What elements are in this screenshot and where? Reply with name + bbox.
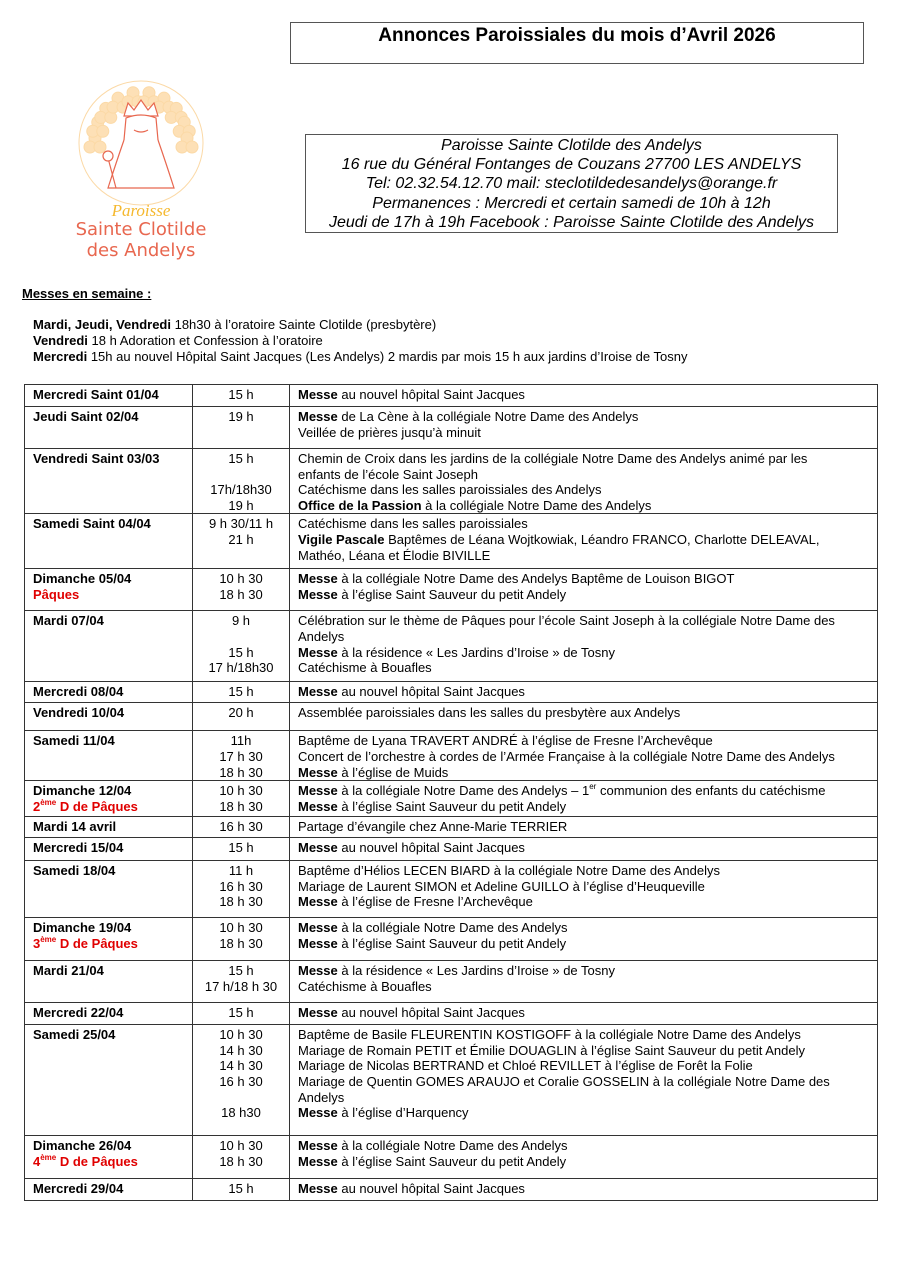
bold-text: Messe <box>298 1138 338 1154</box>
day-label: Vendredi 10/04 <box>33 705 125 721</box>
text: Assemblée paroissiales dans les salles du presbytère aux Andelys <box>298 705 681 721</box>
description-line <box>298 799 877 815</box>
time-cell <box>193 838 290 861</box>
bold-text: Messe <box>298 840 338 856</box>
weekday-days: Mardi, Jeudi, Vendredi <box>33 317 171 332</box>
time-value: 18 h 30 <box>219 935 263 951</box>
time-value: 14 h 30 <box>219 1058 263 1074</box>
day-cell <box>25 449 193 514</box>
page-title: Annonces Paroissiales du mois d’Avril 2026 <box>290 22 864 64</box>
time-value: 10 h 30 <box>219 1027 263 1043</box>
table-row <box>25 817 878 838</box>
description-cell <box>290 703 878 731</box>
table-row <box>25 918 878 961</box>
text: Andelys <box>298 628 345 644</box>
text: Catéchisme à Bouafles <box>298 660 432 676</box>
text: Célébration sur le thème de Pâques pour l’école Saint Joseph à la collégiale Notre Dame des <box>298 613 835 629</box>
liturgical-day <box>33 799 192 815</box>
day-label: Samedi 18/04 <box>33 863 116 879</box>
table-row <box>25 407 878 449</box>
description-cell <box>290 817 878 838</box>
time-value: 18 h 30 <box>219 1153 263 1169</box>
parish-logo <box>46 78 236 263</box>
description-line <box>298 1090 877 1106</box>
time-value: 18 h30 <box>221 1105 261 1121</box>
day-cell <box>25 703 193 731</box>
day-label: Jeudi Saint 02/04 <box>33 409 139 424</box>
text: à la collégiale Notre Dame des Andelys <box>337 920 568 936</box>
text: D de Pâques <box>56 1153 138 1169</box>
time-cell <box>193 682 290 703</box>
time-value: 14 h 30 <box>219 1042 263 1058</box>
description-line <box>298 613 877 629</box>
parish-info-box <box>305 134 838 233</box>
day-label: Vendredi Saint 03/03 <box>33 451 160 466</box>
bold-text: Office de la Passion <box>298 497 422 513</box>
text: Baptême d’Hélios LECEN BIARD à la collégiale Notre Dame des Andelys <box>298 863 720 879</box>
time-cell <box>193 385 290 407</box>
table-row <box>25 731 878 781</box>
description-line <box>298 684 877 700</box>
text: Pâques <box>33 586 80 602</box>
bold-text: Messe <box>298 894 338 910</box>
description-line <box>298 979 877 995</box>
description-line <box>298 425 877 441</box>
time-value: 15 h <box>228 684 254 700</box>
day-label: Dimanche 26/04 <box>33 1138 132 1154</box>
description-line <box>298 819 877 835</box>
day-label: Samedi 25/04 <box>33 1027 116 1043</box>
description-cell <box>290 1003 878 1025</box>
description-cell <box>290 682 878 703</box>
text: à l’église Saint Sauveur du petit Andely <box>337 586 567 602</box>
day-cell <box>25 1003 193 1025</box>
time-value: 16 h 30 <box>219 1073 263 1089</box>
description-line <box>298 963 877 979</box>
text: au nouvel hôpital Saint Jacques <box>337 1181 525 1197</box>
day-cell <box>25 781 193 817</box>
day-label: Mercredi 29/04 <box>33 1181 124 1197</box>
weekday-line <box>33 349 687 365</box>
day-label: Samedi Saint 04/04 <box>33 516 151 532</box>
text: Andelys <box>298 1089 345 1105</box>
text: à l’église d’Harquency <box>337 1105 469 1121</box>
text: au nouvel hôpital Saint Jacques <box>337 840 525 856</box>
weekday-detail: 18 h Adoration et Confession à l’oratoire <box>87 333 323 348</box>
text: Catéchisme dans les salles paroissiales <box>298 516 528 532</box>
time-value: 10 h 30 <box>219 783 263 799</box>
time-value: 15 h <box>228 387 254 402</box>
text: Chemin de Croix dans les jardins de la collégiale Notre Dame des Andelys animé par les <box>298 451 808 466</box>
text: Partage d’évangile chez Anne-Marie TERRIER <box>298 819 568 835</box>
time-cell <box>193 731 290 781</box>
description-line <box>298 1027 877 1043</box>
time-value: 9 h 30/11 h <box>208 516 274 532</box>
logo-line2: des Andelys <box>86 240 196 261</box>
description-cell <box>290 781 878 817</box>
text: Concert de l’orchestre à cordes de l’Armée Française à la collégiale Notre Dame des Andelys <box>298 748 835 764</box>
time-cell <box>193 449 290 514</box>
time-value: 16 h 30 <box>219 819 263 835</box>
description-line <box>298 936 877 952</box>
lobe-shape <box>97 125 109 137</box>
description-line <box>298 1181 877 1197</box>
time-value: 10 h 30 <box>219 920 263 936</box>
weekday-detail: 15h au nouvel Hôpital Saint Jacques (Les Andelys) 2 mardis par mois 15 h aux jardins d’Iroise de Tosny <box>87 349 688 364</box>
day-cell <box>25 611 193 682</box>
time-cell <box>193 918 290 961</box>
description-line <box>298 783 877 799</box>
time-value <box>193 1090 289 1106</box>
bold-text: Messe <box>298 1153 338 1169</box>
text: Baptêmes de Léana Wojtkowiak, Léandro FRANCO, Charlotte DELEAVAL, <box>384 531 820 547</box>
day-cell <box>25 918 193 961</box>
time-cell <box>193 1003 290 1025</box>
weekday-days: Mercredi <box>33 349 88 364</box>
description-line <box>298 516 877 532</box>
description-cell <box>290 861 878 918</box>
day-label: Dimanche 05/04 <box>33 571 132 587</box>
bold-text: Messe <box>298 571 338 587</box>
text: er <box>589 782 597 792</box>
day-label: Mercredi 15/04 <box>33 840 124 856</box>
day-cell <box>25 1025 193 1136</box>
time-value: 18 h 30 <box>219 894 263 910</box>
lobe-shape <box>186 141 198 153</box>
description-line <box>298 645 877 661</box>
bold-text: Messe <box>298 783 338 799</box>
table-row <box>25 682 878 703</box>
table-row <box>25 861 878 918</box>
info-hours-facebook: Jeudi de 17h à 19h Facebook : Paroisse Sainte Clotilde des Andelys <box>328 213 815 231</box>
time-value: 17h/18h30 <box>210 482 272 498</box>
text: 3 <box>33 935 41 951</box>
description-line <box>298 879 877 895</box>
time-cell <box>193 1136 290 1179</box>
description-line <box>298 467 877 483</box>
description-line <box>298 571 877 587</box>
table-row <box>25 514 878 569</box>
day-cell <box>25 407 193 449</box>
day-cell <box>25 961 193 1003</box>
time-value: 20 h <box>228 705 254 721</box>
text: ème <box>40 797 57 807</box>
bold-text: Messe <box>298 1105 338 1121</box>
description-line <box>298 705 877 721</box>
text: Catéchisme dans les salles paroissiales des Andelys <box>298 482 602 498</box>
bold-text: Messe <box>298 684 338 700</box>
text: à la collégiale Notre Dame des Andelys <box>421 497 652 513</box>
text: à l’église Saint Sauveur du petit Andely <box>337 798 567 814</box>
table-row <box>25 1025 878 1136</box>
text: Mariage de Laurent SIMON et Adeline GUILLO à l’église d’Heuqueville <box>298 878 705 894</box>
text: 4 <box>33 1153 41 1169</box>
time-value: 15 h <box>228 1005 254 1021</box>
time-cell <box>193 1179 290 1201</box>
description-cell <box>290 1179 878 1201</box>
day-cell <box>25 731 193 781</box>
text: Veillée de prières jusqu’à minuit <box>298 424 481 440</box>
description-cell <box>290 1025 878 1136</box>
liturgical-day <box>33 936 192 952</box>
table-row <box>25 838 878 861</box>
description-line <box>298 548 877 564</box>
schedule-table <box>24 384 878 1201</box>
time-value: 15 h <box>228 840 254 856</box>
bold-text: Messe <box>298 409 338 424</box>
text: au nouvel hôpital Saint Jacques <box>337 1005 525 1021</box>
time-cell <box>193 703 290 731</box>
info-permanences: Permanences : Mercredi et certain samedi de 10h à 12h <box>372 194 771 212</box>
time-cell <box>193 781 290 817</box>
description-cell <box>290 918 878 961</box>
description-line <box>298 660 877 676</box>
description-line <box>298 409 877 425</box>
description-line <box>298 894 877 910</box>
text: de La Cène à la collégiale Notre Dame des Andelys <box>337 409 639 424</box>
text: à la collégiale Notre Dame des Andelys – 1 <box>337 783 590 799</box>
time-cell <box>193 407 290 449</box>
bold-text: Messe <box>298 1005 338 1021</box>
description-line <box>298 532 877 548</box>
description-line <box>298 629 877 645</box>
text: au nouvel hôpital Saint Jacques <box>337 684 525 700</box>
table-row <box>25 449 878 514</box>
text: enfants de l’école Saint Joseph <box>298 466 478 482</box>
text: D de Pâques <box>56 798 138 814</box>
day-cell <box>25 569 193 611</box>
logo-paroisse-text: Paroisse <box>111 201 171 220</box>
description-line <box>298 1138 877 1154</box>
time-value: 10 h 30 <box>219 1138 263 1154</box>
text: à la résidence « Les Jardins d’Iroise » de Tosny <box>337 963 616 979</box>
description-line <box>298 1154 877 1170</box>
text: Mariage de Nicolas BERTRAND et Chloé REVILLET à l’église de Forêt la Folie <box>298 1058 753 1074</box>
bold-text: Messe <box>298 586 338 602</box>
description-line <box>298 1058 877 1074</box>
day-cell <box>25 682 193 703</box>
day-label: Samedi 11/04 <box>33 733 115 749</box>
description-line <box>298 1043 877 1059</box>
description-cell <box>290 961 878 1003</box>
bold-text: Messe <box>298 387 338 402</box>
description-cell <box>290 407 878 449</box>
text: à l’église Saint Sauveur du petit Andely <box>337 1153 567 1169</box>
time-value: 18 h 30 <box>219 764 263 780</box>
liturgical-day <box>33 587 192 603</box>
bold-text: Messe <box>298 963 338 979</box>
time-cell <box>193 861 290 918</box>
text: à l’église de Fresne l’Archevêque <box>337 894 533 910</box>
table-row <box>25 611 878 682</box>
weekday-masses-heading: Messes en semaine : <box>22 286 152 301</box>
time-value: 17 h/18 h 30 <box>204 978 278 994</box>
day-label: Mardi 14 avril <box>33 819 117 835</box>
description-line <box>298 482 877 498</box>
logo-line1: Sainte Clotilde <box>75 219 207 240</box>
table-row <box>25 1136 878 1179</box>
day-label: Mardi 07/04 <box>33 613 104 629</box>
day-cell <box>25 838 193 861</box>
description-line <box>298 1105 877 1121</box>
text: à la résidence « Les Jardins d’Iroise » de Tosny <box>337 644 616 660</box>
time-value: 9 h <box>231 613 251 629</box>
text: ème <box>40 1152 57 1162</box>
time-value: 18 h 30 <box>219 798 263 814</box>
info-contact: Tel: 02.32.54.12.70 mail: steclotildedesandelys@orange.fr <box>365 175 778 193</box>
weekday-detail: 18h30 à l’oratoire Sainte Clotilde (presbytère) <box>170 317 437 332</box>
description-line <box>298 451 877 467</box>
table-row <box>25 1179 878 1201</box>
time-value: 15 h <box>228 451 254 466</box>
description-line <box>298 920 877 936</box>
description-line <box>298 840 877 856</box>
time-cell <box>193 817 290 838</box>
table-row <box>25 385 878 407</box>
description-cell <box>290 385 878 407</box>
time-value: 19 h <box>228 497 254 513</box>
weekday-masses <box>33 317 687 365</box>
liturgical-day <box>33 1154 192 1170</box>
day-cell <box>25 817 193 838</box>
description-line <box>298 749 877 765</box>
time-value: 15 h <box>228 644 254 660</box>
description-cell <box>290 449 878 514</box>
bold-text: Messe <box>298 920 338 936</box>
day-label: Mardi 21/04 <box>33 963 104 979</box>
bold-text: Messe <box>298 935 338 951</box>
day-cell <box>25 1136 193 1179</box>
text: à la collégiale Notre Dame des Andelys <box>337 1138 568 1154</box>
day-label: Dimanche 12/04 <box>33 783 132 799</box>
day-cell <box>25 1179 193 1201</box>
table-row <box>25 1003 878 1025</box>
time-value: 17 h/18h30 <box>208 660 274 676</box>
description-cell <box>290 838 878 861</box>
text: Mathéo, Léana et Élodie BIVILLE <box>298 547 491 563</box>
lobe-shape <box>94 141 106 153</box>
text: au nouvel hôpital Saint Jacques <box>337 387 525 402</box>
day-cell <box>25 385 193 407</box>
description-cell <box>290 1136 878 1179</box>
text: à l’église de Muids <box>337 764 449 780</box>
time-cell <box>193 514 290 569</box>
description-line <box>298 863 877 879</box>
description-line <box>298 733 877 749</box>
text: Catéchisme à Bouafles <box>298 978 432 994</box>
description-line <box>298 498 877 514</box>
text: Mariage de Romain PETIT et Émilie DOUAGLIN à l’église Saint Sauveur du petit Andely <box>298 1042 805 1058</box>
bold-text: Messe <box>298 764 338 780</box>
time-value <box>193 467 289 483</box>
text: ème <box>40 934 57 944</box>
day-cell <box>25 861 193 918</box>
text: 2 <box>33 798 41 814</box>
description-line <box>298 587 877 603</box>
table-row <box>25 781 878 817</box>
time-value: 11 h <box>228 863 254 879</box>
text: Mariage de Quentin GOMES ARAUJO et Coralie GOSSELIN à la collégiale Notre Dame des <box>298 1073 830 1089</box>
description-line <box>298 1005 877 1021</box>
table-row <box>25 569 878 611</box>
time-value: 15 h <box>228 1181 254 1197</box>
text: Baptême de Basile FLEURENTIN KOSTIGOFF à la collégiale Notre Dame des Andelys <box>298 1027 801 1043</box>
day-label: Mercredi Saint 01/04 <box>33 387 159 402</box>
description-line <box>298 765 877 781</box>
weekday-line <box>33 317 687 333</box>
text: D de Pâques <box>56 935 138 951</box>
description-cell <box>290 514 878 569</box>
table-row <box>25 703 878 731</box>
text: à l’église Saint Sauveur du petit Andely <box>337 935 567 951</box>
description-line <box>298 1074 877 1090</box>
time-value <box>193 629 289 645</box>
time-cell <box>193 961 290 1003</box>
bold-text: Messe <box>298 1181 338 1197</box>
bold-text: Messe <box>298 798 338 814</box>
description-line <box>298 387 877 403</box>
info-address: 16 rue du Général Fontanges de Couzans 27700 LES ANDELYS <box>341 156 802 174</box>
time-value: 15 h <box>228 963 254 979</box>
time-value: 18 h 30 <box>219 586 263 602</box>
time-value: 11h <box>230 733 252 749</box>
time-value: 19 h <box>228 409 254 424</box>
description-cell <box>290 569 878 611</box>
time-cell <box>193 1025 290 1136</box>
weekday-days: Vendredi <box>33 333 88 348</box>
description-cell <box>290 611 878 682</box>
description-cell <box>290 731 878 781</box>
weekday-line <box>33 333 687 349</box>
bold-text: Vigile Pascale <box>298 531 385 547</box>
time-cell <box>193 611 290 682</box>
day-cell <box>25 514 193 569</box>
time-value: 17 h 30 <box>219 748 263 764</box>
day-label: Dimanche 19/04 <box>33 920 132 936</box>
info-parish-name: Paroisse Sainte Clotilde des Andelys <box>441 137 702 154</box>
day-label: Mercredi 22/04 <box>33 1005 124 1021</box>
time-value: 16 h 30 <box>219 878 263 894</box>
time-value: 21 h <box>228 531 254 547</box>
table-row <box>25 961 878 1003</box>
time-value: 10 h 30 <box>219 571 263 587</box>
time-cell <box>193 569 290 611</box>
text: Baptême de Lyana TRAVERT ANDRÉ à l’église de Fresne l’Archevêque <box>298 733 713 749</box>
day-label: Mercredi 08/04 <box>33 684 124 700</box>
text: communion des enfants du catéchisme <box>596 783 826 799</box>
bold-text: Messe <box>298 644 338 660</box>
text: à la collégiale Notre Dame des Andelys Baptême de Louison BIGOT <box>337 571 735 587</box>
